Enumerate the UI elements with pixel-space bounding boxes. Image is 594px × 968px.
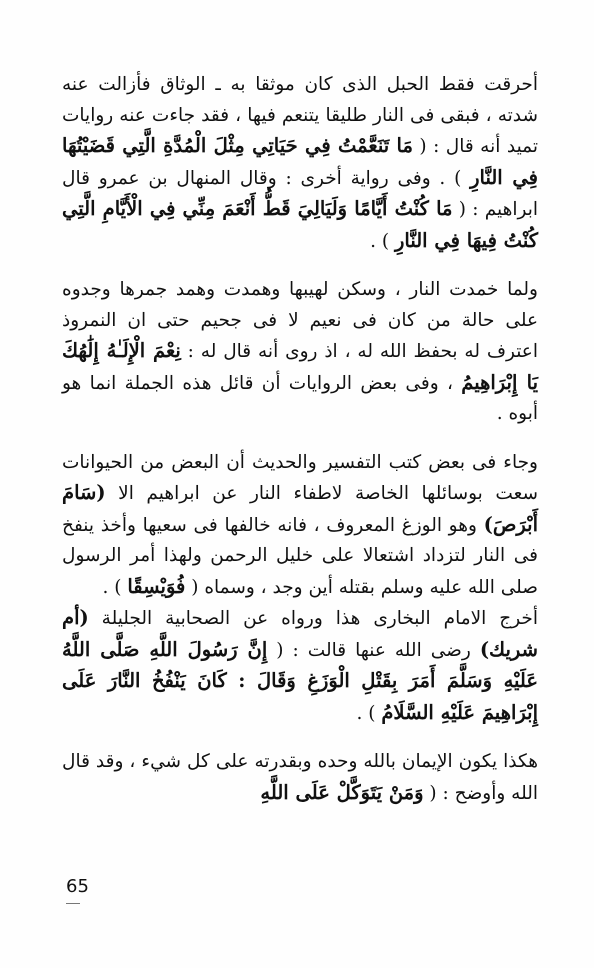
text-run: ) . xyxy=(356,702,382,724)
paragraph-1 xyxy=(62,70,538,257)
text-run: ، وفى بعض الروايات أن قائل هذه الجملة انما هو أبوه . xyxy=(62,372,538,424)
quote-text: (سَامَ أَبْرَصَ) xyxy=(62,481,538,536)
page-number: 65 xyxy=(66,876,89,897)
paragraph-gap xyxy=(62,257,538,275)
text-run: رضى الله عنها قالت : ( xyxy=(267,639,480,661)
paragraph-gap xyxy=(62,430,538,448)
footer-rule xyxy=(66,903,80,904)
text-run: ) . xyxy=(370,230,395,252)
text-run: هكذا يكون الإيمان بالله وحده وبقدرته على كل شيء ، وقد قال الله وأوضح : ( xyxy=(62,751,538,804)
text-run: وهو الوزغ المعروف ، فانه خالفها فى سعيها وأخذ ينفخ فى النار لتزداد اشتعالا على خليل الرحمن ولهذا أمر الرسول صلى الله عليه وسلم بقتله أين وجد ، وسماه ( xyxy=(62,514,538,598)
paragraph-2 xyxy=(62,275,538,430)
quote-text: وَمَنْ يَتَوَكَّلْ عَلَى اللَّهِ xyxy=(260,780,424,804)
quote-text: إِنَّ رَسُولَ اللَّهِ صَلَّى اللَّهُ عَلَيْهِ وَسَلَّمَ أَمَرَ بِقَتْلِ الْوَزَغِ وَقَالَ : كَانَ يَنْفُخُ النَّارَ عَلَى إِبْرَاهِيمَ عَلَيْهِ السَّلَامُ xyxy=(62,637,538,724)
text-run: وجاء فى بعض كتب التفسير والحديث أن البعض من الحيوانات سعت بوسائلها الخاصة لاطفاء النار عن ابراهيم الا xyxy=(62,451,538,504)
quote-text: مَا كُنْتُ أَيَّامًا وَلَيَالِيَ قَطُّ أَنْعَمَ مِنِّي فِي الْأَيَّامِ الَّتِي كُنْتُ فِيهَا فِي النَّارِ xyxy=(62,197,538,252)
text-run: ) . xyxy=(102,576,128,598)
text-run: ) . وفى رواية أخرى : وقال المنهال بن عمرو قال ابراهيم : ( xyxy=(62,167,538,220)
text-run: ولما خمدت النار ، وسكن لهيبها وهمدت وهمد جمرها وجدوه على حالة من كان فى نعيم لا فى جحيم حتى ان النمروذ اعترف له بحفظ الله له ، اذ روى أنه قال له : xyxy=(62,279,538,362)
text-run: أخرج الامام البخارى هذا ورواه عن الصحابية الجليلة xyxy=(88,608,538,629)
paragraph-4 xyxy=(62,603,538,729)
quote-text: نِعْمَ الْإِلَـٰهُ إِلَٰهُكَ يَا إِبْرَاهِيمُ xyxy=(62,339,538,394)
page-body xyxy=(62,70,538,809)
quote-text: (أم شريك) xyxy=(62,606,538,661)
quote-text: مَا تَنَعَّمْتُ فِي حَيَاتِي مِثْلَ الْمُدَّةِ الَّتِي قَضَيْتُهَا فِي النَّارِ xyxy=(62,134,538,189)
paragraph-5 xyxy=(62,747,538,809)
paragraph-3 xyxy=(62,448,538,604)
quote-text: فُوَيْسِقًا xyxy=(127,574,186,598)
paragraph-gap xyxy=(62,729,538,747)
text-run: أحرقت فقط الحبل الذى كان موثقا به ـ الوثاق فأزالت عنه شدته ، فبقى فى النار طليقا يتنعم فيها ، فقد جاءت عنه روايات تميد أنه قال : ( xyxy=(62,74,538,157)
